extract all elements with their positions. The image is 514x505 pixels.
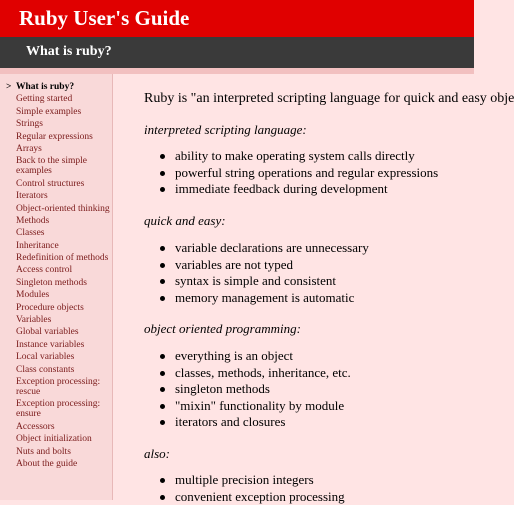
bullet-icon: [160, 279, 165, 284]
site-header: [0, 0, 474, 37]
list-item: convenient exception processing: [158, 489, 345, 505]
sidebar-item-label[interactable]: Back to the simple examples: [16, 156, 87, 176]
sidebar-item[interactable]: [0, 290, 112, 300]
list-item: singleton methods: [158, 381, 351, 398]
bullet-icon: [160, 478, 165, 483]
sidebar-item[interactable]: [0, 447, 112, 457]
sidebar-item[interactable]: [0, 132, 112, 142]
bullet-icon: [160, 371, 165, 376]
sidebar-item-label[interactable]: Regular expressions: [16, 132, 93, 142]
sidebar-item-label[interactable]: Methods: [16, 216, 49, 226]
current-page-marker: >: [6, 82, 11, 92]
sidebar-item[interactable]: [0, 94, 112, 104]
section-title-quick-easy: quick and easy:: [144, 213, 226, 229]
section-list-also: [158, 472, 345, 505]
main-content: [113, 74, 474, 500]
sidebar-item-label[interactable]: Strings: [16, 119, 43, 129]
list-item: "mixin" functionality by module: [158, 398, 351, 415]
bullet-icon: [160, 246, 165, 251]
sidebar-item-label[interactable]: Getting started: [16, 94, 72, 104]
sidebar-item[interactable]: [0, 434, 112, 444]
sidebar-item-label[interactable]: Singleton methods: [16, 278, 87, 288]
sidebar-item[interactable]: [0, 253, 112, 263]
bullet-icon: [160, 404, 165, 409]
sidebar-item[interactable]: [0, 422, 112, 432]
bullet-icon: [160, 495, 165, 500]
section-title-interpreted: interpreted scripting language:: [144, 122, 307, 138]
sidebar-item-label[interactable]: Redefinition of methods: [16, 253, 108, 263]
sidebar-item-label[interactable]: Classes: [16, 228, 45, 238]
sidebar-item-label[interactable]: Simple examples: [16, 107, 81, 117]
sidebar-item-label[interactable]: Instance variables: [16, 340, 84, 350]
list-item: everything is an object: [158, 348, 351, 365]
sidebar-item-label[interactable]: Accessors: [16, 422, 55, 432]
sidebar-item[interactable]: [0, 216, 112, 226]
sidebar-item-label[interactable]: Access control: [16, 265, 72, 275]
sidebar-item[interactable]: [0, 340, 112, 350]
sidebar-item[interactable]: [0, 191, 112, 201]
sidebar-item-label[interactable]: Inheritance: [16, 241, 59, 251]
section-title-oop: object oriented programming:: [144, 321, 301, 337]
list-item: variables are not typed: [158, 257, 369, 274]
sidebar-item[interactable]: [0, 241, 112, 251]
list-item: ability to make operating system calls directly: [158, 148, 438, 165]
sidebar-item[interactable]: [0, 352, 112, 362]
section-list-oop: [158, 348, 351, 431]
bullet-icon: [160, 387, 165, 392]
nav-list: [0, 74, 112, 469]
sidebar-item[interactable]: [0, 156, 112, 176]
sidebar-item[interactable]: [0, 315, 112, 325]
sidebar-item-label[interactable]: Procedure objects: [16, 303, 84, 313]
sidebar-item[interactable]: [0, 107, 112, 117]
list-item: memory management is automatic: [158, 290, 369, 307]
sidebar-item[interactable]: [0, 204, 112, 214]
list-item: immediate feedback during development: [158, 181, 438, 198]
bullet-icon: [160, 171, 165, 176]
sidebar-item-label[interactable]: Local variables: [16, 352, 74, 362]
section-list-quick-easy: [158, 240, 369, 306]
page-title: What is ruby?: [26, 44, 112, 60]
section-title-also: also:: [144, 446, 170, 462]
bullet-icon: [160, 154, 165, 159]
sidebar-item[interactable]: [0, 265, 112, 275]
sidebar-item-label[interactable]: Iterators: [16, 191, 48, 201]
list-item: syntax is simple and consistent: [158, 273, 369, 290]
sidebar-item-label[interactable]: What is ruby?: [16, 82, 74, 92]
sidebar-item[interactable]: [0, 278, 112, 288]
bullet-icon: [160, 420, 165, 425]
list-item: iterators and closures: [158, 414, 351, 431]
sidebar-item-label[interactable]: Object-oriented thinking: [16, 204, 110, 214]
list-item: classes, methods, inheritance, etc.: [158, 365, 351, 382]
sidebar-item[interactable]: [0, 144, 112, 154]
sidebar-item-label[interactable]: Arrays: [16, 144, 42, 154]
sidebar-item-label[interactable]: Object initialization: [16, 434, 92, 444]
sidebar-item[interactable]: [0, 82, 112, 92]
list-item: multiple precision integers: [158, 472, 345, 489]
sidebar-item-label[interactable]: Global variables: [16, 327, 79, 337]
page-header-bar: [0, 37, 474, 68]
sidebar-item[interactable]: [0, 327, 112, 337]
intro-paragraph: Ruby is "an interpreted scripting language for quick and easy obje: [144, 91, 514, 107]
sidebar-item-label[interactable]: Control structures: [16, 179, 84, 189]
sidebar-item[interactable]: [0, 303, 112, 313]
sidebar-item[interactable]: [0, 399, 112, 419]
sidebar-item[interactable]: [0, 119, 112, 129]
sidebar-item[interactable]: [0, 179, 112, 189]
sidebar-item-label[interactable]: About the guide: [16, 459, 77, 469]
list-item: variable declarations are unnecessary: [158, 240, 369, 257]
bullet-icon: [160, 354, 165, 359]
sidebar-item-label[interactable]: Exception processing: ensure: [16, 399, 100, 419]
list-item: powerful string operations and regular expressions: [158, 165, 438, 182]
bullet-icon: [160, 296, 165, 301]
sidebar-item[interactable]: [0, 228, 112, 238]
site-title: Ruby User's Guide: [19, 6, 189, 31]
bullet-icon: [160, 187, 165, 192]
sidebar-item[interactable]: [0, 459, 112, 469]
sidebar-nav: [0, 74, 113, 500]
sidebar-item-label[interactable]: Class constants: [16, 365, 74, 375]
sidebar-item-label[interactable]: Nuts and bolts: [16, 447, 71, 457]
sidebar-item[interactable]: [0, 365, 112, 375]
sidebar-item-label[interactable]: Exception processing: rescue: [16, 377, 100, 397]
sidebar-item-label[interactable]: Variables: [16, 315, 51, 325]
sidebar-item-label[interactable]: Modules: [16, 290, 49, 300]
bullet-icon: [160, 263, 165, 268]
section-list-interpreted: [158, 148, 438, 198]
sidebar-item[interactable]: [0, 377, 112, 397]
